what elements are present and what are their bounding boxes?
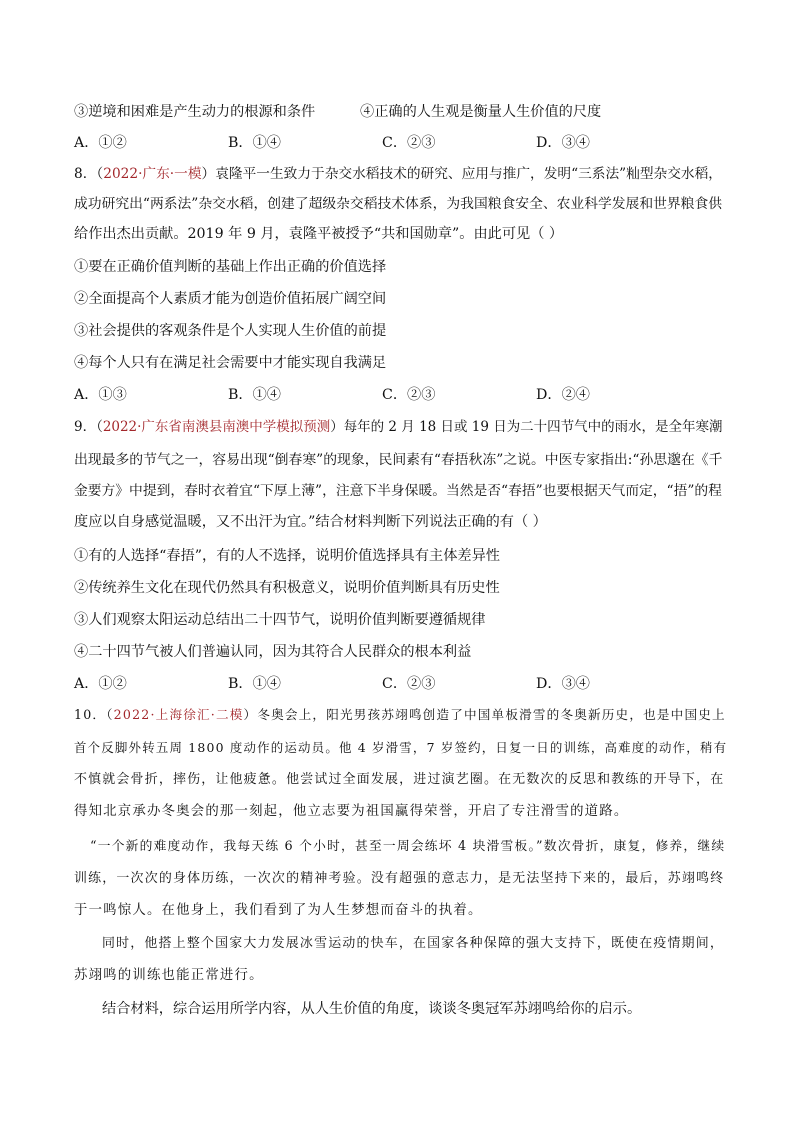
q9-stem-line-2: 出现最多的节气之一，容易出现“倒春寒”的现象，民间素有“春捂秋冻”之说。中医专家指出:“孙思邈在《千: [74, 452, 723, 468]
q7-option-a: A．①②: [74, 135, 127, 151]
q10-paragraph-2-line-2: 训练，一次次的身体历练，一次次的精神考验。没有超强的意志力，是无法坚持下来的，最后，苏翊鸣终: [74, 871, 725, 886]
q8-option-a: A．①③: [74, 387, 127, 403]
q9-stem-line-1: 9．（2022·广东省南澳县南澳中学模拟预测）每年的 2 月 18 日或 19 日为二十四节气中的雨水，是全年寒潮: [74, 419, 723, 435]
q8-option-b: B．①④: [228, 387, 281, 403]
q9-statement-4: ④二十四节气被人们普遍认同，因为其符合人民群众的根本利益: [74, 644, 472, 660]
q10-stem-line-3: 不慎就会骨折，摔伤，让他疲惫。他尝试过全面发展，进过演艺圈。在无数次的反思和教练的开导下，在: [74, 772, 725, 787]
q9-statement-3: ③人们观察太阳运动总结出二十四节气，说明价值判断要遵循规律: [74, 612, 486, 628]
q7-option-d: D．③④: [536, 135, 590, 151]
q9-option-c: C．②③: [382, 676, 436, 692]
q10-question-prompt: 结合材料，综合运用所学内容，从人生价值的角度，谈谈冬奥冠军苏翊鸣给你的启示。: [102, 1001, 642, 1017]
q10-paragraph-3-line-2: 苏翊鸣的训练也能正常进行。: [74, 968, 264, 983]
q8-stem-line-1: 8．（2022·广东·一模）袁隆平一生致力于杂交水稻技术的研究、应用与推广，发明“三系法”籼型杂交水稻，: [74, 166, 722, 182]
q10-paragraph-2-line-1: “一个新的难度动作，我每天练 6 个小时，甚至一周会练坏 4 块滑雪板。”数次骨折，康复，修养，继续: [90, 839, 726, 854]
q8-stem-line-3: 给作出杰出贡献。2019 年 9 月，袁隆平被授予“共和国勋章”。由此可见（ ）: [74, 226, 564, 242]
q10-paragraph-3-line-1: 同时，他搭上整个国家大力发展冰雪运动的快车，在国家各种保障的强大支持下，既使在疫情期间，: [102, 936, 725, 951]
q8-statement-2: ②全面提高个人素质才能为创造价值拓展广阔空间: [74, 291, 387, 307]
q7-statement-3: ③逆境和困难是产生动力的根源和条件: [74, 104, 316, 120]
q9-option-a: A．①②: [74, 676, 127, 692]
q8-option-d: D．②④: [536, 387, 590, 403]
q10-paragraph-2-line-3: 于一鸣惊人。在他身上，我们看到了为人生梦想而奋斗的执着。: [74, 903, 483, 918]
q10-source-tag: 2022·上海徐汇·二模: [113, 707, 244, 722]
q9-source-tag: 2022·广东省南澳县南澳中学模拟预测: [102, 419, 331, 435]
q9-statement-2: ②传统养生文化在现代仍然具有积极意义，说明价值判断具有历史性: [74, 580, 500, 596]
q9-option-d: D．③④: [536, 676, 590, 692]
q8-statement-3: ③社会提供的客观条件是个人实现人生价值的前提: [74, 323, 387, 339]
q7-option-b: B．①④: [228, 135, 281, 151]
q8-source-tag: 2022·广东·一模: [103, 166, 202, 182]
q8-stem-line-2: 成功研究出“两系法”杂交水稻，创建了超级杂交稻技术体系，为我国粮食安全、农业科学发展和世界粮食供: [74, 196, 723, 212]
q10-stem-line-2: 首个反脚外转五周 1800 度动作的运动员。他 4 岁滑雪，7 岁签约，日复一日的训练，高难度的动作，稍有: [74, 740, 728, 755]
q9-statement-1: ①有的人选择“春捂”，有的人不选择，说明价值选择具有主体差异性: [74, 548, 500, 564]
q10-stem-line-4: 得知北京承办冬奥会的那一刻起，他立志要为祖国赢得荣誉，开启了专注滑雪的道路。: [74, 804, 629, 819]
q9-stem-line-4: 度应以自身感觉温暖，又不出汗为宜。”结合材料判断下列说法正确的有（ ）: [74, 514, 547, 530]
q8-statement-4: ④每个人只有在满足社会需要中才能实现自我满足: [74, 355, 387, 371]
q9-option-b: B．①④: [228, 676, 281, 692]
q7-statement-4: ④正确的人生观是衡量人生价值的尺度: [360, 104, 602, 120]
q10-stem-line-1: 10．（2022·上海徐汇·二模）冬奥会上，阳光男孩苏翊鸣创造了中国单板滑雪的冬奥新历史，也是中国史上: [74, 707, 726, 722]
q8-option-c: C．②③: [382, 387, 436, 403]
q9-stem-line-3: 金要方》中提到，春时衣着宜“下厚上薄”，注意下半身保暖。当然是否“春捂”也要根据天气而定，“捂”的程: [74, 483, 722, 499]
q7-option-c: C．②③: [382, 135, 436, 151]
q8-statement-1: ①要在正确价值判断的基础上作出正确的价值选择: [74, 259, 387, 275]
